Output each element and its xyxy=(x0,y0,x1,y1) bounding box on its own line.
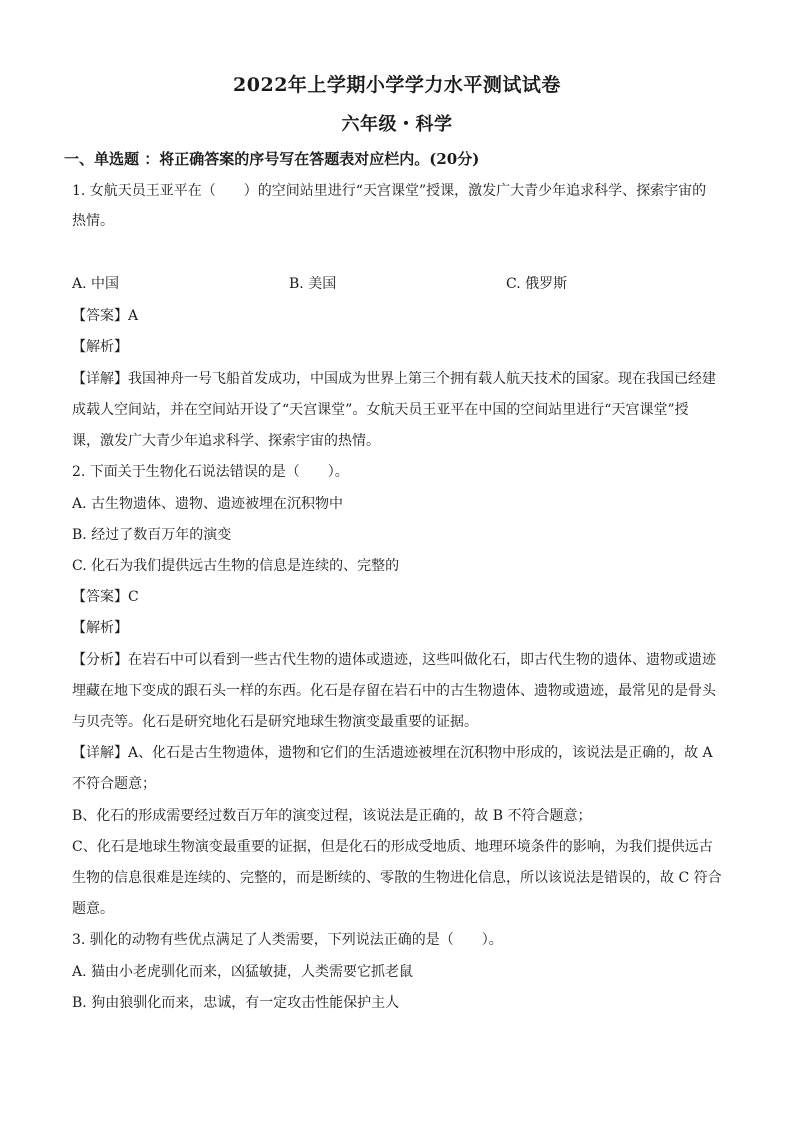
q2-option-b: B. 经过了数百万年的演变 xyxy=(72,527,232,543)
q2-detail-line3: B、化石的形成需要经过数百万年的演变过程，该说法是正确的，故 B 不符合题意； xyxy=(72,808,592,824)
q2-detail-line6: 题意。 xyxy=(72,901,114,917)
q3-option-a: A. 猫由小老虎驯化而来，凶猛敏捷，人类需要它抓老鼠 xyxy=(72,964,414,980)
q1-option-c: C. 俄罗斯 xyxy=(506,276,568,292)
q2-stem: 2. 下面关于生物化石说法错误的是（ ）。 xyxy=(72,464,349,480)
q2-fenxi-line3: 与贝壳等。化石是研究地化石是研究地球生物演变最重要的证据。 xyxy=(72,714,478,730)
q3-option-b: B. 狗由狼驯化而来，忠诚，有一定攻击性能保护主人 xyxy=(72,995,400,1011)
q2-option-c: C. 化石为我们提供远古生物的信息是连续的、完整的 xyxy=(72,558,400,574)
q2-fenxi-line2: 埋藏在地下变成的跟石头一样的东西。化石是存留在岩石中的古生物遗体、遗物或遗迹，最常见的是骨头 xyxy=(72,683,716,699)
q2-detail-line2: 不符合题意； xyxy=(72,776,156,792)
q1-option-b: B. 美国 xyxy=(289,276,337,292)
q1-stem-line1: 1. 女航天员王亚平在（ ）的空间站里进行“天宫课堂”授课，激发广大青少年追求科学、探索宇宙的 xyxy=(72,183,707,199)
q2-fenxi-line1: 【分析】在岩石中可以看到一些古代生物的遗体或遗迹，这些叫做化石，即古代生物的遗体、遗物或遗迹 xyxy=(72,652,716,668)
q2-detail-line1: 【详解】A、化石是古生物遗体，遗物和它们的生活遗迹被埋在沉积物中形成的，该说法是正确的，故 A xyxy=(72,745,713,761)
section-heading: 一、单选题 ：将正确答案的序号写在答题表对应栏内。(20分) xyxy=(64,150,480,168)
exam-title: 2022年上学期小学学力水平测试试卷 xyxy=(233,74,561,96)
q1-answer: 【答案】A xyxy=(72,308,139,324)
q2-analysis-label: 【解析】 xyxy=(72,620,128,636)
q2-detail-line5: 生物的信息很难是连续的、完整的，而是断续的、零散的生物进化信息，所以该说法是错误的，故 C 符合 xyxy=(72,870,722,886)
q1-analysis-label: 【解析】 xyxy=(72,339,128,355)
q2-answer: 【答案】C xyxy=(72,589,139,605)
q1-detail-line3: 课，激发广大青少年追求科学、探索宇宙的热情。 xyxy=(72,433,380,449)
exam-subtitle: 六年级・科学 xyxy=(341,114,453,135)
q1-detail-line1: 【详解】我国神舟一号飞船首发成功，中国成为世界上第三个拥有载人航天技术的国家。现在我国已经建 xyxy=(72,371,716,387)
q3-stem: 3. 驯化的动物有些优点满足了人类需要，下列说法正确的是（ ）。 xyxy=(72,932,503,948)
q2-detail-line4: C、化石是地球生物演变最重要的证据，但是化石的形成受地质、地理环境条件的影响，为我们提供远古 xyxy=(72,839,713,855)
q1-stem-line2: 热情。 xyxy=(72,213,114,229)
q1-option-a: A. 中国 xyxy=(72,276,120,292)
q1-detail-line2: 成载人空间站，并在空间站开设了“天宫课堂”。女航天员王亚平在中国的空间站里进行“天宫课堂”授 xyxy=(72,402,689,418)
q2-option-a: A. 古生物遗体、遗物、遗迹被埋在沉积物中 xyxy=(72,496,344,512)
